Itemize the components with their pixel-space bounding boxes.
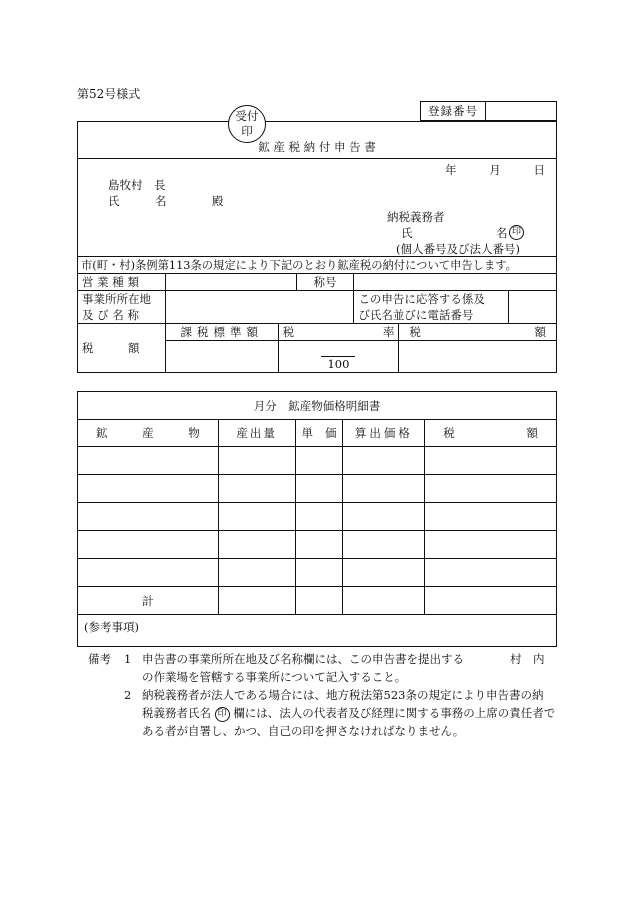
total-tax[interactable] [425, 587, 557, 615]
calc-price-cell[interactable] [343, 475, 425, 503]
office-label: 事業所所在地 及 び 名 称 [78, 291, 166, 324]
stamp-label-line1: 受付 [235, 109, 259, 123]
tax-rate-fraction [321, 342, 355, 371]
addressee-mayor: 島牧村 長 [108, 178, 166, 192]
tax-cell[interactable] [425, 531, 557, 559]
tax-cell[interactable] [425, 559, 557, 587]
tax-base-header: 課税標準額 [165, 324, 278, 341]
remarks [88, 650, 560, 740]
registration-number-label: 登録番号 [421, 102, 486, 120]
header-unit-price: 単 価 [295, 420, 343, 447]
tax-rate-field[interactable] [278, 341, 399, 373]
tax-rate-denominator: 100 [327, 357, 350, 371]
unit-price-cell[interactable] [295, 559, 343, 587]
taxpayer-heading: 納税義務者 [387, 210, 445, 224]
unit-price-cell[interactable] [295, 475, 343, 503]
form-number: 第52号様式 [77, 87, 141, 101]
header-production: 産出量 [218, 420, 295, 447]
mineral-cell[interactable] [78, 503, 219, 531]
business-type-field[interactable] [165, 274, 296, 291]
production-cell[interactable] [218, 447, 295, 475]
tax-rate-header: 税 率 [278, 324, 399, 341]
business-type-label: 営 業 種 類 [78, 274, 166, 291]
calc-price-cell[interactable] [343, 447, 425, 475]
taxpayer-name-a: 氏 [401, 226, 413, 240]
mineral-cell[interactable] [78, 447, 219, 475]
tax-amount-label: 税 額 [78, 324, 166, 373]
tax-base-field[interactable] [165, 341, 278, 373]
table-row [78, 475, 557, 503]
registration-number-field[interactable] [486, 102, 556, 120]
addressee-name-a: 氏 [108, 194, 120, 208]
taxpayer-seal-icon: 印 [509, 224, 524, 240]
reception-stamp-circle [228, 105, 266, 143]
declaration-table [77, 121, 557, 373]
reference-notes-label: (参考事項) [84, 620, 139, 634]
remark-1-text: 申告書の事業所所在地及び名称欄には、この申告書を提出する 村 内 の作業場を管轄する事業所について記入すること。 [142, 652, 545, 684]
total-unit-price[interactable] [295, 587, 343, 615]
production-cell[interactable] [218, 475, 295, 503]
trade-name-label: 称号 [296, 274, 354, 291]
stamp-label-line2: 印 [241, 124, 253, 138]
form-title: 鉱 産 税 納 付 申 告 書 [78, 122, 557, 159]
remark-2-text: 納税義務者が法人である場合には、地方税法第523条の規定により申告書の納 税義務者氏名 印 欄には、法人の代表者及び経理に関する事務の上席の責任者で ある者が自署し、かつ、自己の印を押さなければなりません。 [142, 688, 556, 738]
date-day: 日 [533, 163, 545, 177]
contact-field[interactable] [509, 291, 557, 324]
header-block [78, 159, 557, 257]
addressee-honorific: 殿 [212, 194, 224, 208]
production-cell[interactable] [218, 503, 295, 531]
remark-2-number: 2 [124, 688, 132, 702]
contact-label: この申告に応答する係及 び氏名並びに電話番号 [354, 291, 509, 324]
total-production[interactable] [218, 587, 295, 615]
tax-cell[interactable] [425, 503, 557, 531]
unit-price-cell[interactable] [295, 503, 343, 531]
remark-1-number: 1 [124, 652, 132, 666]
header-calc-price: 算出価格 [343, 420, 425, 447]
table-row [78, 503, 557, 531]
header-tax: 税 額 [425, 420, 557, 447]
taxpayer-id-note: (個人番号及び法人番号) [396, 242, 520, 256]
reference-notes-field[interactable] [78, 615, 557, 647]
production-cell[interactable] [218, 531, 295, 559]
mineral-cell[interactable] [78, 531, 219, 559]
table-row [78, 447, 557, 475]
table-row [78, 531, 557, 559]
tax-amount-header: 税 額 [399, 324, 557, 341]
calc-price-cell[interactable] [343, 531, 425, 559]
addressee-name-b: 名 [155, 194, 167, 208]
tax-cell[interactable] [425, 475, 557, 503]
registration-number-box [420, 101, 557, 121]
mineral-cell[interactable] [78, 559, 219, 587]
office-field[interactable] [165, 291, 354, 324]
tax-cell[interactable] [425, 447, 557, 475]
mineral-price-detail-table [77, 391, 557, 647]
calc-price-cell[interactable] [343, 503, 425, 531]
date-month: 月 [489, 163, 501, 177]
header-mineral: 鉱 産 物 [78, 420, 219, 447]
total-row [78, 587, 557, 615]
remarks-heading: 備考 [88, 652, 111, 666]
trade-name-field[interactable] [354, 274, 557, 291]
total-calc-price[interactable] [343, 587, 425, 615]
mineral-cell[interactable] [78, 475, 219, 503]
calc-price-cell[interactable] [343, 559, 425, 587]
tax-amount-field[interactable] [399, 341, 557, 373]
unit-price-cell[interactable] [295, 447, 343, 475]
total-label: 計 [78, 587, 219, 615]
production-cell[interactable] [218, 559, 295, 587]
date-year: 年 [445, 163, 457, 177]
declaration-text: 市(町・村)条例第113条の規定により下記のとおり鉱産税の納付について申告します。 [78, 257, 557, 274]
seal-icon: 印 [215, 707, 230, 722]
taxpayer-name-b: 名 [496, 226, 508, 240]
unit-price-cell[interactable] [295, 531, 343, 559]
table-row [78, 559, 557, 587]
detail-title: 月分 鉱産物価格明細書 [78, 392, 557, 420]
date-line [445, 162, 545, 178]
